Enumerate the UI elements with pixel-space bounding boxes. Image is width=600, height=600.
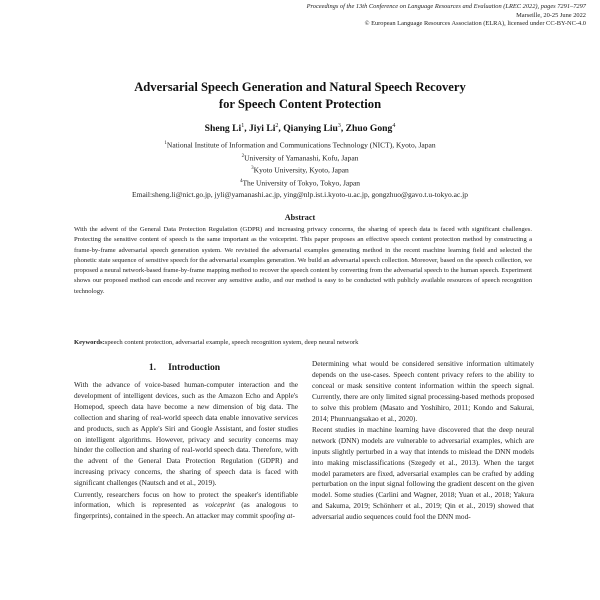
keywords-text: speech content protection, adversarial example, speech recognition system, deep neural network — [104, 339, 359, 346]
affiliation-text: The University of Tokyo, Tokyo, Japan — [242, 178, 361, 188]
paper-title-line-2: for Speech Content Protection — [218, 97, 382, 111]
author-sup: 2 — [275, 123, 279, 129]
affiliation-text: National Institute of Information and Communications Technology (NICT), Kyoto, Japan — [166, 140, 436, 150]
affiliation-sup: 2 — [241, 153, 245, 159]
paragraph-emphasis: voiceprint — [205, 500, 235, 510]
affiliation — [0, 176, 600, 189]
keywords-label: Keywords: — [74, 339, 105, 346]
affiliation — [0, 151, 600, 164]
section-heading — [74, 362, 295, 373]
keywords — [74, 338, 532, 347]
author-sup: 4 — [392, 123, 396, 129]
affiliation-sup: 1 — [164, 141, 167, 146]
affiliation-list — [0, 138, 600, 200]
author-sup: 3 — [337, 123, 341, 129]
right-column — [312, 359, 534, 524]
affiliation-text: Kyoto University, Kyoto, Japan — [253, 165, 349, 175]
paragraph-emphasis: spoofing at- — [259, 511, 295, 521]
affiliation-sup: 4 — [239, 179, 243, 185]
affiliation — [0, 163, 600, 176]
proceedings-line-2: Marseille, 20-25 June 2022 — [516, 11, 586, 19]
section-number: 1. — [148, 362, 157, 373]
author-name: Qianying Liu — [283, 123, 338, 135]
affiliation-text: University of Yamanashi, Kofu, Japan — [244, 153, 359, 163]
paragraph — [74, 490, 298, 523]
proceedings-line-3: © European Language Resources Association (ELRA), licensed under CC-BY-NC-4.0 — [364, 20, 586, 28]
proceedings-line-1: Proceedings of the 13th Conference on Language Resources and Evaluation (LREC 2022), pages 7291–7297 — [306, 3, 586, 10]
author-name: Zhuo Gong — [345, 123, 393, 135]
abstract-heading: Abstract — [284, 213, 316, 222]
section-title: Introduction — [168, 362, 221, 373]
proceedings-header — [206, 3, 586, 29]
left-column — [74, 380, 298, 523]
author-name: Jiyi Li — [249, 123, 276, 135]
affiliation-sup: 3 — [251, 166, 254, 172]
paper-title-line-1: Adversarial Speech Generation and Natural Speech Recovery — [134, 80, 466, 94]
author-sup: 1 — [241, 123, 245, 129]
author-name: Sheng Li — [204, 123, 242, 135]
email-line: Email:sheng.li@nict.go.jp, jyli@yamanashi.ac.jp, ying@nlp.ist.i.kyoto-u.ac.jp, gongzhuo@gavo.t.u-tokyo.ac.jp — [132, 189, 468, 199]
paper-title — [0, 79, 600, 113]
author-list: Sheng Li$^1$, Jiyi Li$^2$, Qianying Liu$^3$, Zhuo Gong$^4$ — [204, 123, 396, 135]
abstract-text: With the advent of the General Data Protection Regulation (GDPR) and increasing privacy concerns, the sharing of speech data is faced with significant challenges. Protecting the sensitive content of speech is the same important as the voiceprint. This paper proposes an effective speech content protection method by constructing a frame-by-frame adversarial speech generation system. We revisited the adversarial examples generating method in the recent machine learning field and selected the phonetic state sequence of sensitive speech for the adversarial examples generation. We build an adversarial speech collection. Moreover, based on the speech collection, we proposed a neural network-based frame-by-frame mapping method to recover the speech content by converting from the adversarial speech to the human speech. Experiment shows our proposed method can encode and recover any sensitive audio, and our method is easy to be conducted with publicly available resources of speech recognition technology. — [74, 226, 532, 295]
paragraph-text: (as analogous to fingerprints), contained in the speech. An attacker may commit — [74, 500, 298, 521]
paragraph-text: Currently, researchers focus on how to protect the speaker's identifiable information, which is represented as — [74, 489, 298, 510]
paragraph: Recent studies in machine learning have discovered that the deep neural network (DNN) models are vulnerable to adversarial examples, which are inputs slightly perturbed in a way that intends to mislead the DNN models into making misclassifications (Szegedy et al., 2013). When the target model parameters are fixed, adversarial examples can be crafted by adding perturbation on the input signal following the gradient descent on the given model. Some studies (Carlini and Wagner, 2018; Yuan et al., 2018; Yakura and Sakuma, 2019; Schönherr et al., 2019; Qin et al., 2019) showed that adversarial audio sequences could fool the DNN mod- — [312, 424, 534, 522]
paragraph: Determining what would be considered sensitive information ultimately depends on the use-cases. Speech content privacy refers to the ability to conceal or mask sensitive content information within the speech signal. Currently, there are only limited signal processing-based methods proposed to solve this problem (Masato and Yoshihiro, 2011; Kondo and Sakurai, 2014; Phunruangsakao et al., 2020). — [312, 359, 534, 423]
paragraph: With the advance of voice-based human-computer interaction and the development of intelligent devices, such as the Amazon Echo and Apple's Homepod, speech data have become a new dimension of big data. The collection and sharing of real-world speech data enable innovative services and products, such as Apple's Siri and Google Assistant, and foster studies on intelligent algorithms. However, privacy and security concerns may hinder the collection and sharing of real-world speech data. Therefore, with the advent of the General Data Protection Regulation (GDPR) and increasing privacy concerns, the sharing of speech data is faced with significant challenges (Nautsch and et al., 2019). — [74, 380, 298, 488]
affiliation — [0, 138, 600, 151]
